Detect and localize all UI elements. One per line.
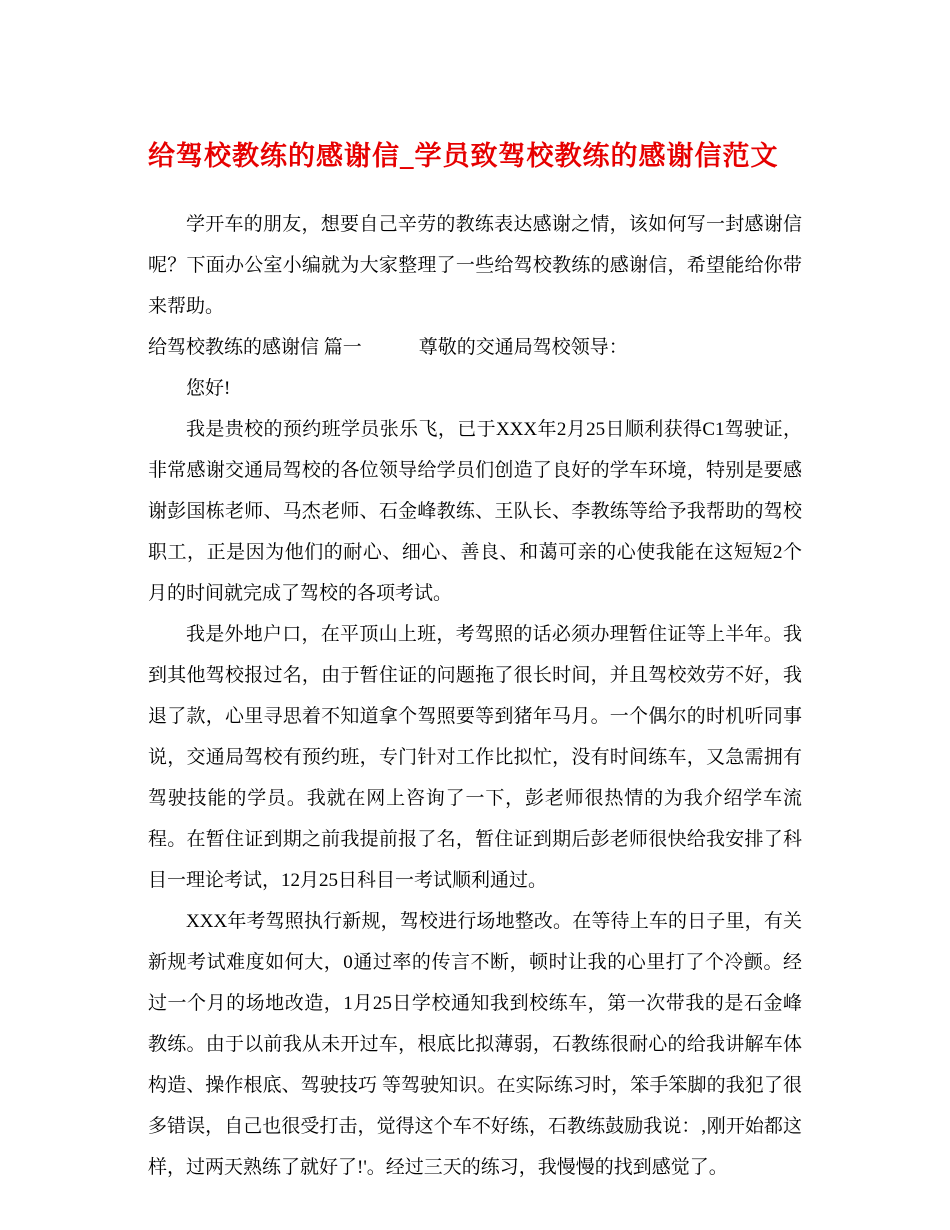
document-title: 给驾校教练的感谢信_学员致驾校教练的感谢信范文 xyxy=(148,141,779,171)
paragraph-section-heading: 给驾校教练的感谢信 篇一 尊敬的交通局驾校领导： xyxy=(148,337,628,359)
paragraph-intro: 学开车的朋友，想要自己辛劳的教练表达感谢之情，该如何写一封感谢信呢？下面办公室小编就为大家整理了一些给驾校教练的感谢信，希望能给你带来帮助。 xyxy=(148,214,802,318)
paragraph-body-1: 我是贵校的预约班学员张乐飞，已于XXX年2月25日顺利获得C1驾驶证，非常感谢交通局驾校的各位领导给学员们创造了良好的学车环境，特别是要感谢彭国栋老师、马杰老师、石金峰教练、王队长、李教练等给予我帮助的驾校职工，正是因为他们的耐心、细心、善良、和蔼可亲的心使我能在这短短2个月的时间就完成了驾校的各项考试。 xyxy=(148,419,802,605)
paragraph-body-3: XXX年考驾照执行新规，驾校进行场地整改。在等待上车的日子里，有关新规考试难度如何大，0通过率的传言不断，顿时让我的心里打了个冷颤。经过一个月的场地改造，1月25日学校通知我到校练车，第一次带我的是石金峰教练。由于以前我从未开过车，根底比拟薄弱，石教练很耐心的给我讲解车体构造、操作根底、驾驶技巧 等驾驶知识。在实际练习时，笨手笨脚的我犯了很多错误，自己也很受打击，觉得这个车不好练，石教练鼓励我说：‚刚开始都这样，过两天熟练了就好了!'。经过三天的练习，我慢慢的找到感觉了。 xyxy=(148,911,802,1179)
paragraph-body-2: 我是外地户口，在平顶山上班，考驾照的话必须办理暂住证等上半年。我到其他驾校报过名，由于暂住证的问题拖了很长时间，并且驾校效劳不好，我退了款，心里寻思着不知道拿个驾照要等到猪年马月。一个偶尔的时机听同事说，交通局驾校有预约班，专门针对工作比拟忙，没有时间练车，又急需拥有驾驶技能的学员。我就在网上咨询了一下，彭老师很热情的为我介绍学车流程。在暂住证到期之前我提前报了名，暂住证到期后彭老师很快给我安排了科目一理论考试，12月25日科目一考试顺利通过。 xyxy=(148,624,802,892)
paragraph-greeting: 您好! xyxy=(186,378,231,400)
